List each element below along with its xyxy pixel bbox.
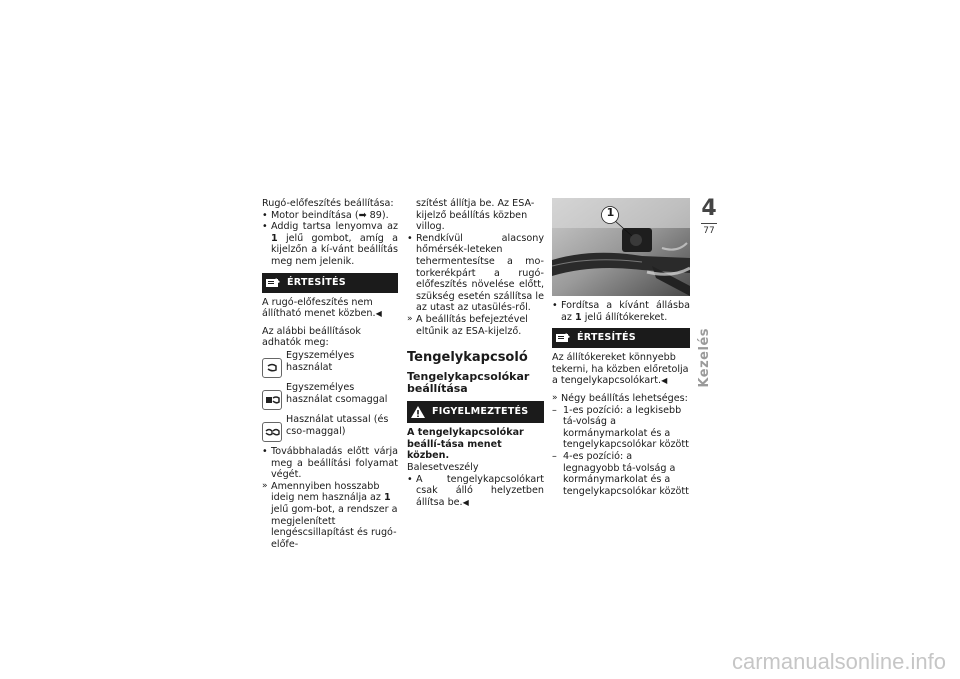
warning-banner [407, 401, 544, 423]
bullet-low-temp: • Rendkívül alacsony hőmérsék-leteken tehermentesítse a mo-torkerékpárt a rugó-előfeszítés növelése előtt, szükség esetén szállítsa le az utast az utasülés-ről. [407, 233, 544, 314]
notice-banner [552, 328, 690, 348]
wheel-number: 1 [574, 311, 582, 323]
setting-label: Egyszemélyes használat [286, 349, 355, 373]
passenger-icon [262, 422, 282, 442]
page-number: 77 [703, 226, 715, 236]
chapter-marker [700, 198, 718, 236]
clutch-lever-photo [552, 198, 690, 296]
notice-title: ÉRTESÍTÉS [577, 332, 636, 344]
chapter-number: 4 [701, 196, 717, 221]
end-mark-icon: ◀ [462, 497, 469, 507]
warning-triangle-icon [407, 402, 429, 422]
notice-banner [262, 273, 398, 293]
rider-luggage-icon [262, 390, 282, 410]
bullet-turn-wheel [552, 300, 690, 323]
bullet-hold-button [262, 221, 398, 267]
setting-row-single [262, 350, 398, 378]
setting-label: Egyszemélyes használat csomaggal [286, 381, 388, 405]
position-1-text: – 1-es pozíció: a legkisebb tá-volság a kormánymarkolat és a tengelykapcsolókar között [552, 405, 690, 451]
notice-title: ÉRTESÍTÉS [287, 276, 346, 288]
notice-text [552, 352, 690, 387]
intro-text: Rugó-előfeszítés beállítása: [262, 198, 394, 209]
wrench-book-icon [262, 273, 284, 293]
end-mark-icon: ◀ [375, 309, 382, 319]
settings-intro: Az alábbi beállítások adhatók meg: [262, 325, 361, 349]
warning-headline: A tengelykapcsolókar beállí-tása menet közben. [407, 427, 524, 462]
result-text: jelű gom-bot, a rendszer a megjelenített lengéscsillapítást és rugó-előfe- [271, 503, 398, 550]
photo-callout-number: 1 [606, 206, 615, 219]
notice-body: A rugó-előfeszítés nem állítható menet közben. [262, 296, 376, 320]
bullet-adjust-standstill [407, 474, 544, 509]
setting-label: Használat utassal (és cso-maggal) [286, 413, 389, 437]
button-number: 1 [384, 492, 391, 504]
text-column-right [552, 198, 690, 497]
bullet-text: Fordítsa a kívánt állásba az [561, 300, 690, 323]
wrench-book-icon [552, 328, 574, 348]
notice-text [262, 297, 398, 320]
warning-title: FIGYELMEZTETÉS [432, 406, 529, 418]
button-number: 1 [271, 232, 278, 244]
end-mark-icon: ◀ [661, 376, 668, 386]
bullet-text: A tengelykapcsolókart csak álló helyzetben állítsa be. [416, 473, 544, 508]
bullet-text: jelű gombot, amíg a kijelzőn a kí-vánt beállítás meg nem jelenik. [271, 232, 398, 267]
section-heading: Tengelykapcsoló [407, 350, 528, 366]
bullet-text: Addig tartsa lenyomva az [271, 221, 398, 233]
text-column-middle [407, 198, 544, 508]
bullet-start-engine: • Motor beindítása (➡ 89). [262, 210, 398, 222]
single-rider-icon [262, 358, 282, 378]
chapter-divider [701, 223, 717, 224]
warning-sub: Balesetveszély [407, 461, 479, 473]
bullet-text: jelű állítókereket. [581, 311, 668, 323]
result-esa-disappears: » A beállítás befejeztével eltűnik az ESA-kijelző. [407, 314, 544, 337]
result-four-settings: » Négy beállítás lehetséges: [552, 393, 690, 405]
chapter-name: Kezelés [697, 328, 712, 388]
result-text: Amennyiben hosszabb ideig nem használja az [271, 480, 385, 504]
text-column-left [262, 198, 398, 550]
notice-body: Az állítókereket könnyebb tekerni, ha közben előretolja a tengelykapcsolókart. [552, 352, 689, 387]
result-auto-apply [262, 481, 398, 551]
subsection-heading: Tengelykapcsolókar beállítása [407, 370, 530, 396]
watermark: carmanualsonline.info [731, 649, 946, 674]
setting-row-passenger [262, 414, 398, 442]
setting-row-luggage [262, 382, 398, 410]
position-4-text: – 4-es pozíció: a legnagyobb tá-volság a kormánymarkolat és a tengelykapcsolókar között [552, 451, 690, 497]
continued-text: szítést állítja be. Az ESA-kijelző beállítás közben villog. [416, 198, 535, 233]
bullet-wait: • Továbbhaladás előtt várja meg a beállítási folyamat végét. [262, 446, 398, 481]
